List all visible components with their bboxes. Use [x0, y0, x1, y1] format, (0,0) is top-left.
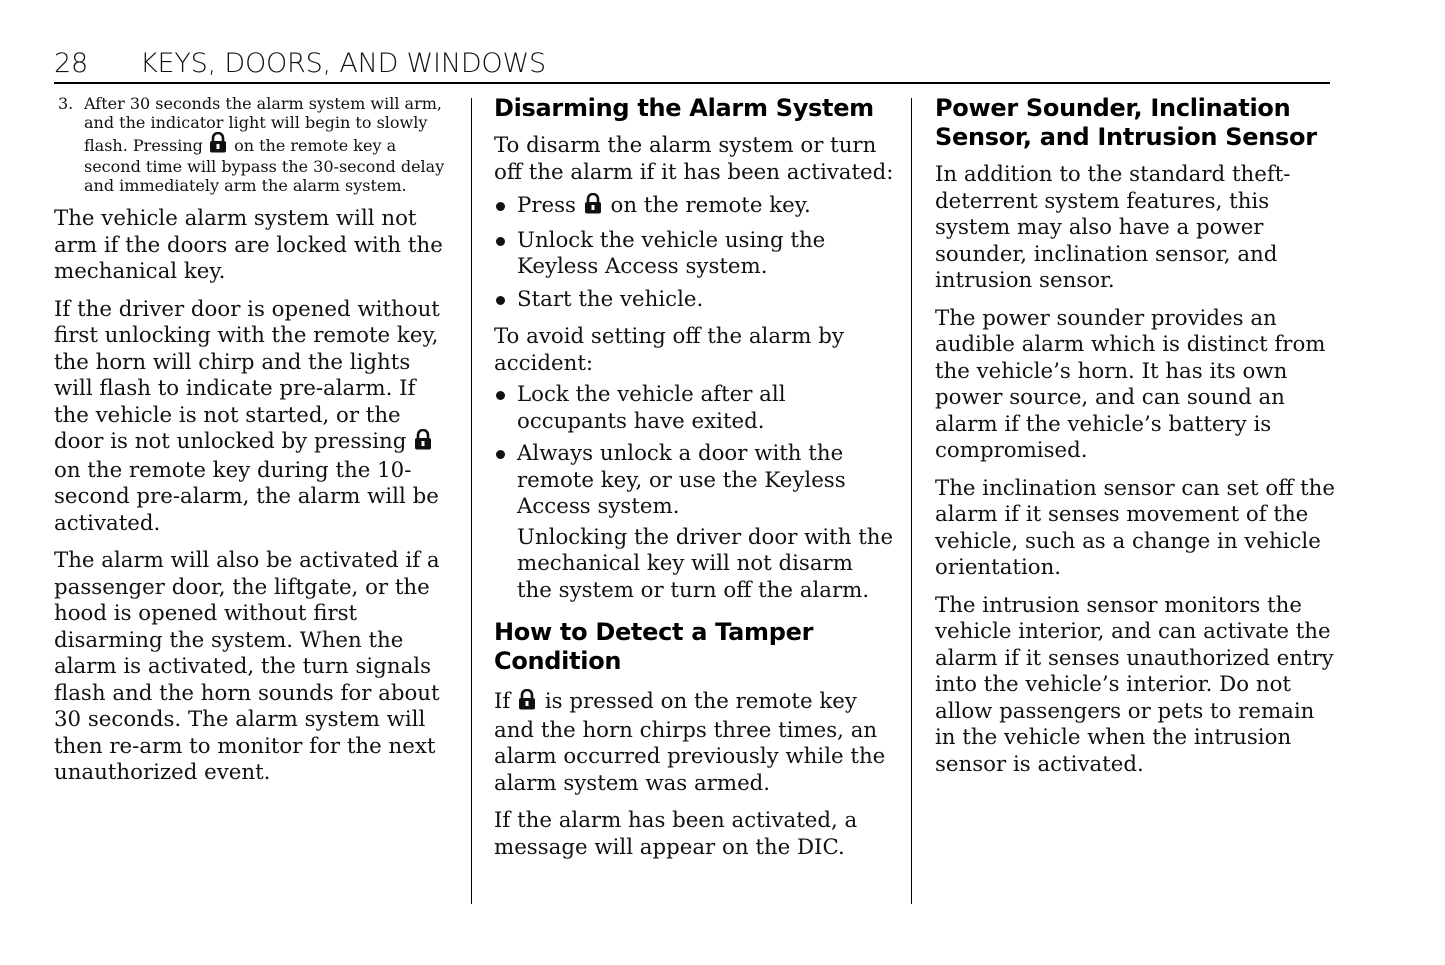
- paragraph: In addition to the standard theft-deterrent system features, this system may also have a power sounder, inclination sensor, and intrusion sensor.: [935, 162, 1291, 293]
- paragraph: If the alarm has been activated, a message will appear on the DIC.: [494, 808, 858, 860]
- step-number: 3.: [58, 94, 74, 113]
- heading-power-sounder: Power Sounder, Inclination Sensor, and Intrusion Sensor: [935, 94, 1317, 151]
- section-title: KEYS, DOORS, AND WINDOWS: [140, 48, 546, 79]
- paragraph: [494, 689, 894, 797]
- list-item: [494, 441, 894, 521]
- paragraph: The alarm will also be activated if a passenger door, the liftgate, or the hood is opened without first disarming the system. When the alarm is activated, the turn signals flash and the horn sounds for about 30 seconds. The alarm system will then re-arm to monitor for the next unauthorized event.: [54, 548, 440, 785]
- numbered-step-3: [54, 94, 454, 195]
- list-item: [494, 193, 894, 222]
- step-text-b: on the remote key a second time will bypass the 30-second delay and immediately arm the alarm system.: [84, 136, 445, 195]
- list-item-text: Start the vehicle.: [517, 286, 704, 312]
- bullet-icon: [496, 237, 505, 246]
- paragraph: To disarm the alarm system or turn off the alarm if it has been activated:: [494, 133, 894, 185]
- lock-icon: [584, 193, 602, 222]
- column-divider-1: [471, 98, 472, 904]
- bullet-icon: [496, 450, 505, 459]
- paragraph: The power sounder provides an audible alarm which is distinct from the vehicle’s horn. It has its own power source, and can sound an alarm if the vehicle’s battery is compromised.: [935, 305, 1326, 463]
- note-paragraph: Unlocking the driver door with the mechanical key will not disarm the system or turn off the alarm.: [517, 524, 894, 603]
- paragraph-text-a: If: [494, 689, 511, 714]
- heading-tamper: How to Detect a Tamper Condition: [494, 618, 814, 675]
- list-item-text: Unlock the vehicle using the Keyless Access system.: [517, 227, 826, 279]
- column-divider-2: [911, 98, 912, 904]
- page-header: [54, 44, 1330, 84]
- list-item-text: Always unlock a door with the remote key, or use the Keyless Access system.: [517, 441, 846, 519]
- paragraph: The inclination sensor can set off the alarm if it senses movement of the vehicle, such as a change in vehicle orientation.: [935, 475, 1335, 580]
- column-1: [54, 94, 454, 798]
- list-item-text-b: on the remote key.: [610, 193, 811, 218]
- bullet-icon: [496, 202, 505, 211]
- list-item-text-a: Press: [517, 193, 576, 218]
- step-text-a: After 30 seconds the alarm system will arm, and the indicator light will begin to slowly flash. Pressing: [84, 94, 442, 155]
- paragraph: To avoid setting off the alarm by accident:: [494, 324, 844, 376]
- paragraph-text-b: is pressed on the remote key and the horn chirps three times, an alarm occurred previously while the alarm system was armed.: [494, 689, 886, 796]
- bullet-list: [494, 382, 894, 521]
- paragraph: The intrusion sensor monitors the vehicle interior, and can activate the alarm if it senses unauthorized entry into the vehicle’s interior. Do not allow passengers or pets to remain in the vehicle when the intrusion sensor is activated.: [935, 592, 1334, 777]
- list-item: [494, 228, 894, 281]
- column-3: [935, 94, 1335, 789]
- lock-icon: [414, 429, 432, 458]
- bullet-icon: [496, 391, 505, 400]
- paragraph: [54, 297, 454, 538]
- step-text: [84, 94, 454, 195]
- paragraph-text-b: on the remote key during the 10-second pre-alarm, the alarm will be activated.: [54, 457, 439, 536]
- bullet-icon: [496, 296, 505, 305]
- list-item-text: Lock the vehicle after all occupants have exited.: [517, 382, 786, 434]
- paragraph: The vehicle alarm system will not arm if the doors are locked with the mechanical key.: [54, 206, 443, 284]
- column-2: [494, 94, 894, 872]
- list-item: [494, 287, 894, 314]
- lock-icon: [518, 689, 536, 718]
- paragraph-text-a: If the driver door is opened without first unlocking with the remote key, the horn will chirp and the lights will flash to indicate pre-alarm. If the vehicle is not started, or the door is not unlocked by pressing: [54, 296, 440, 454]
- page-number: 28: [54, 48, 88, 79]
- lock-icon: [209, 132, 227, 157]
- heading-disarming: Disarming the Alarm System: [494, 94, 874, 122]
- bullet-list: [494, 193, 894, 313]
- list-item: [494, 382, 894, 435]
